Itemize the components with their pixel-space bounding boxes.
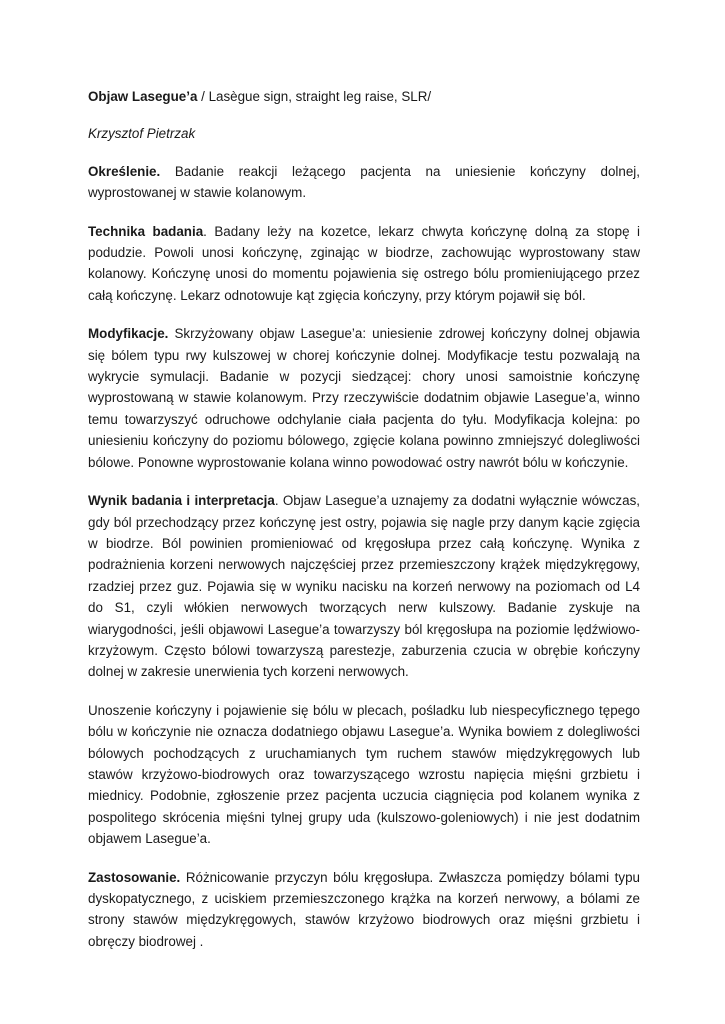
section-text: Unoszenie kończyny i pojawienie się bólu w plecach, pośladku lub niespecyficznego tępego bólu w kończynie nie oznacza dodatniego objawu Lasegue’a. Wynika bowiem z dolegliwości bólowych pochodzących z uruchamianych tym ruchem stawów międzykręgowych lub stawów krzyżowo-biodrowych oraz towarzyszącego wzrostu napięcia mięśni grzbietu i miednicy. Podobnie, zgłoszenie przez pacjenta uczucia ciągnięcia pod kolanem wynika z pospolitego skrócenia mięśni tylnej grupy uda (kulszowo-goleniowych) i nie jest dodatnim objawem Lasegue’a.: [88, 702, 640, 847]
document-title: [88, 86, 640, 107]
paragraph-differential: [88, 700, 640, 850]
section-heading: Wynik badania i interpretacja: [88, 493, 275, 509]
paragraph-modifications: [88, 323, 640, 473]
section-text: Różnicowanie przyczyn bólu kręgosłupa. Zwłaszcza pomiędzy bólami typu dyskopatycznego, z uciskiem przemieszczonego krążka na korzeń nerwowy, a bólami ze strony stawów międzykręgowych, stawów krzyżowo biodrowych oraz mięśni grzbietu i obręczy biodrowej .: [88, 869, 640, 949]
section-heading: Modyfikacje.: [88, 326, 169, 342]
paragraph-application: [88, 867, 640, 953]
section-text: Badanie reakcji leżącego pacjenta na uniesienie kończyny dolnej, wyprostowanej w stawie kolanowym.: [88, 163, 640, 201]
document-page: [88, 86, 640, 969]
title-subtitle: / Lasègue sign, straight leg raise, SLR/: [197, 89, 432, 104]
section-text: . Badany leży na kozetce, lekarz chwyta kończynę dolną za stopę i podudzie. Powoli unosi kończynę, zginając w biodrze, zachowując wyprostowany staw kolanowy. Kończynę unosi do momentu pojawienia się ostrego bólu promieniującego przez całą kończynę. Lekarz odnotowuje kąt zgięcia kończyny, przy którym pojawił się ból.: [88, 223, 640, 303]
paragraph-technique: [88, 221, 640, 307]
section-text: . Objaw Lasegue’a uznajemy za dodatni wyłącznie wówczas, gdy ból przechodzący przez kończynę jest ostry, pojawia się nagle przy danym kącie zgięcia w biodrze. Ból powinien promieniować od kręgosłupa przez całą kończynę. Wynika z podrażnienia korzeni nerwowych najczęściej przez przemieszczony krążek międzykręgowy, rzadziej przez guz. Pojawia się w wyniku nacisku na korzeń nerwowy na poziomach od L4 do S1, czyli włókien nerwowych tworzących nerw kulszowy. Badanie zyskuje na wiarygodności, jeśli objawowi Lasegue’a towarzyszy ból kręgosłupa na poziomie lędźwiowo-krzyżowym. Często bólowi towarzyszą parestezje, zaburzenia czucia w obrębie kończyny dolnej w zakresie unerwienia tych korzeni nerwowych.: [88, 493, 640, 680]
author-name: Krzysztof Pietrzak: [88, 126, 196, 142]
paragraph-result: [88, 490, 640, 683]
section-heading: Technika badania: [88, 223, 204, 239]
section-heading: Zastosowanie.: [88, 869, 181, 885]
section-heading: Określenie.: [88, 163, 161, 179]
paragraph-definition: [88, 161, 640, 204]
title-bold: Objaw Lasegue’a: [88, 89, 198, 104]
section-text: Skrzyżowany objaw Lasegue’a: uniesienie zdrowej kończyny dolnej objawia się bólem typu rwy kulszowej w chorej kończynie dolnej. Modyfikacje testu pozwalają na wykrycie symulacji. Badanie w pozycji siedzącej: chory unosi samoistnie kończynę wyprostowaną w stawie kolanowym. Przy rzeczywiście dodatnim objawie Lasegue’a, winno temu towarzyszyć odruchowe odchylanie ciała pacjenta do tyłu. Modyfikacja kolejna: po uniesieniu kończyny do poziomu bólowego, zgięcie kolana powinno zmniejszyć dolegliwości bólowe. Ponowne wyprostowanie kolana winno powodować ostry nawrót bólu w kończynie.: [88, 326, 640, 470]
